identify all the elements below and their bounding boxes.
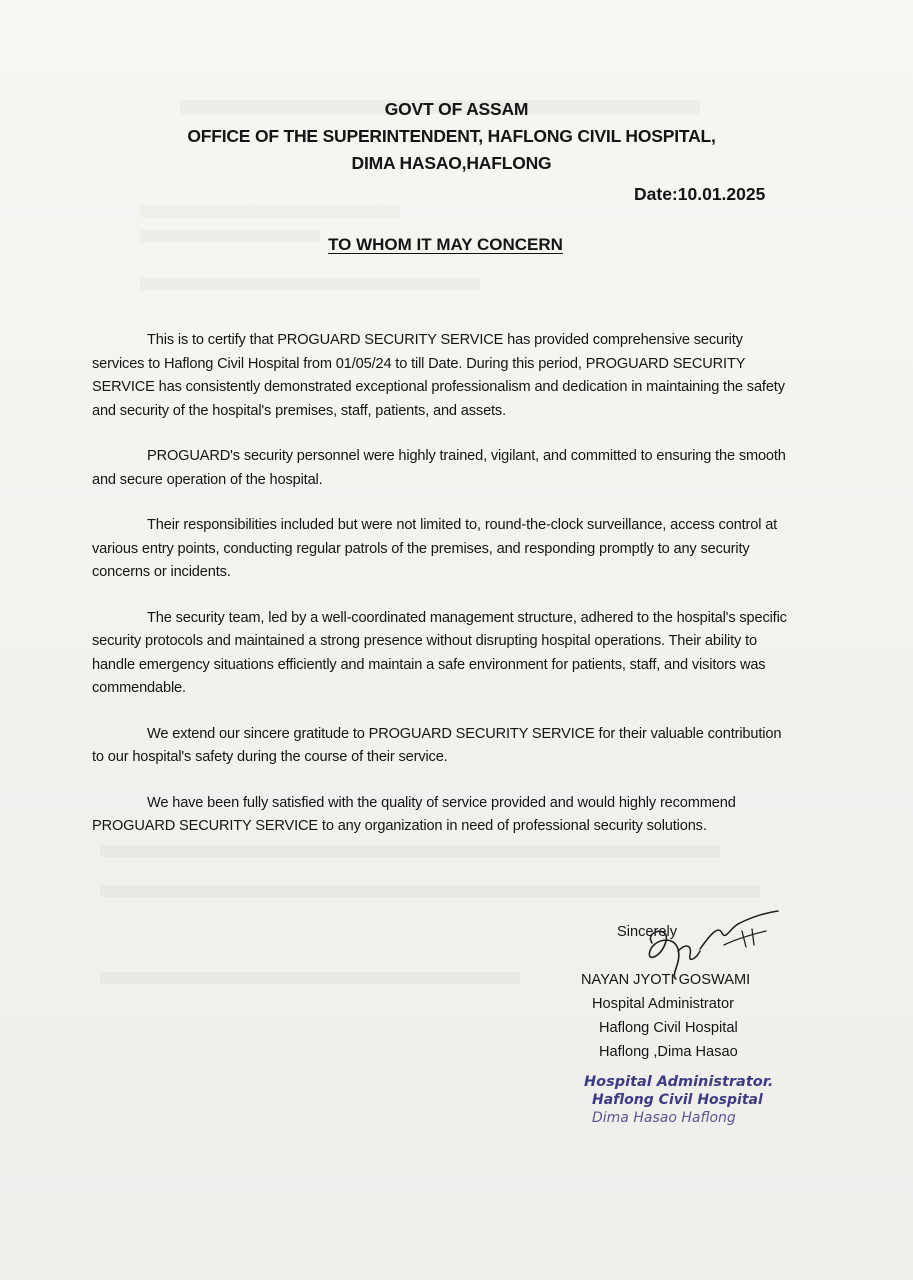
closing-text: Sincerely — [617, 924, 678, 940]
paragraph-gratitude: We extend our sincere gratitude to PROGUARD SECURITY SERVICE for their valuable contribution to our hospital's safety during the course of their service. — [92, 725, 782, 765]
letter-body — [92, 329, 792, 861]
paragraph-personnel: PROGUARD's security personnel were highly trained, vigilant, and committed to ensuring the smooth and secure operation of the hospital. — [92, 448, 786, 488]
letterhead-office: OFFICE OF THE SUPERINTENDENT, HAFLONG CIVIL HOSPITAL, — [187, 126, 716, 146]
paragraph-certification: This is to certify that PROGUARD SECURITY SERVICE has provided comprehensive security services to Haflong Civil Hospital from 01/05/24 to till Date. During this period, PROGUARD SECURITY SERVICE has consistently demonstrated exceptional professionalism and dedication in maintaining the safety and security of the hospital's premises, staff, patients, and assets. — [92, 332, 785, 419]
bleed-through-texture — [100, 972, 520, 984]
signatory-title: Hospital Administrator — [592, 996, 734, 1012]
letter-subject — [0, 235, 913, 255]
signatory-name: NAYAN JYOTI GOSWAMI — [581, 972, 751, 988]
letterhead-location: DIMA HASAO,HAFLONG — [351, 153, 552, 173]
subject-text: TO WHOM IT MAY CONCERN — [328, 235, 563, 254]
official-stamp — [580, 1073, 780, 1127]
bleed-through-texture — [140, 278, 480, 290]
stamp-title: Hospital Administrator. — [584, 1074, 774, 1090]
letter-date: Date:10.01.2025 — [634, 184, 766, 204]
signatory-organization: Haflong Civil Hospital — [599, 1020, 738, 1036]
bleed-through-texture — [100, 885, 760, 897]
letterhead-government: GOVT OF ASSAM — [384, 99, 529, 119]
signatory-location: Haflong ,Dima Hasao — [599, 1044, 738, 1060]
stamp-location: Dima Hasao Haflong — [592, 1110, 736, 1126]
handwritten-signature — [640, 905, 790, 985]
stamp-organization: Haflong Civil Hospital — [592, 1092, 763, 1108]
bleed-through-texture — [140, 205, 400, 217]
letterhead — [0, 96, 913, 177]
paragraph-recommendation: We have been fully satisfied with the quality of service provided and would highly recommend PROGUARD SECURITY SERVICE to any organization in need of professional security solutions. — [92, 794, 736, 834]
paragraph-responsibilities: Their responsibilities included but were not limited to, round-the-clock surveillance, access control at various entry points, conducting regular patrols of the premises, and responding promptly to any security concerns or incidents. — [92, 517, 778, 580]
paragraph-team: The security team, led by a well-coordinated management structure, adhered to the hospital's specific security protocols and maintained a strong presence without disrupting hospital operations. Their ability to handle emergency situations efficiently and maintain a safe environment for patients, staff, and visitors was commendable. — [92, 609, 787, 696]
